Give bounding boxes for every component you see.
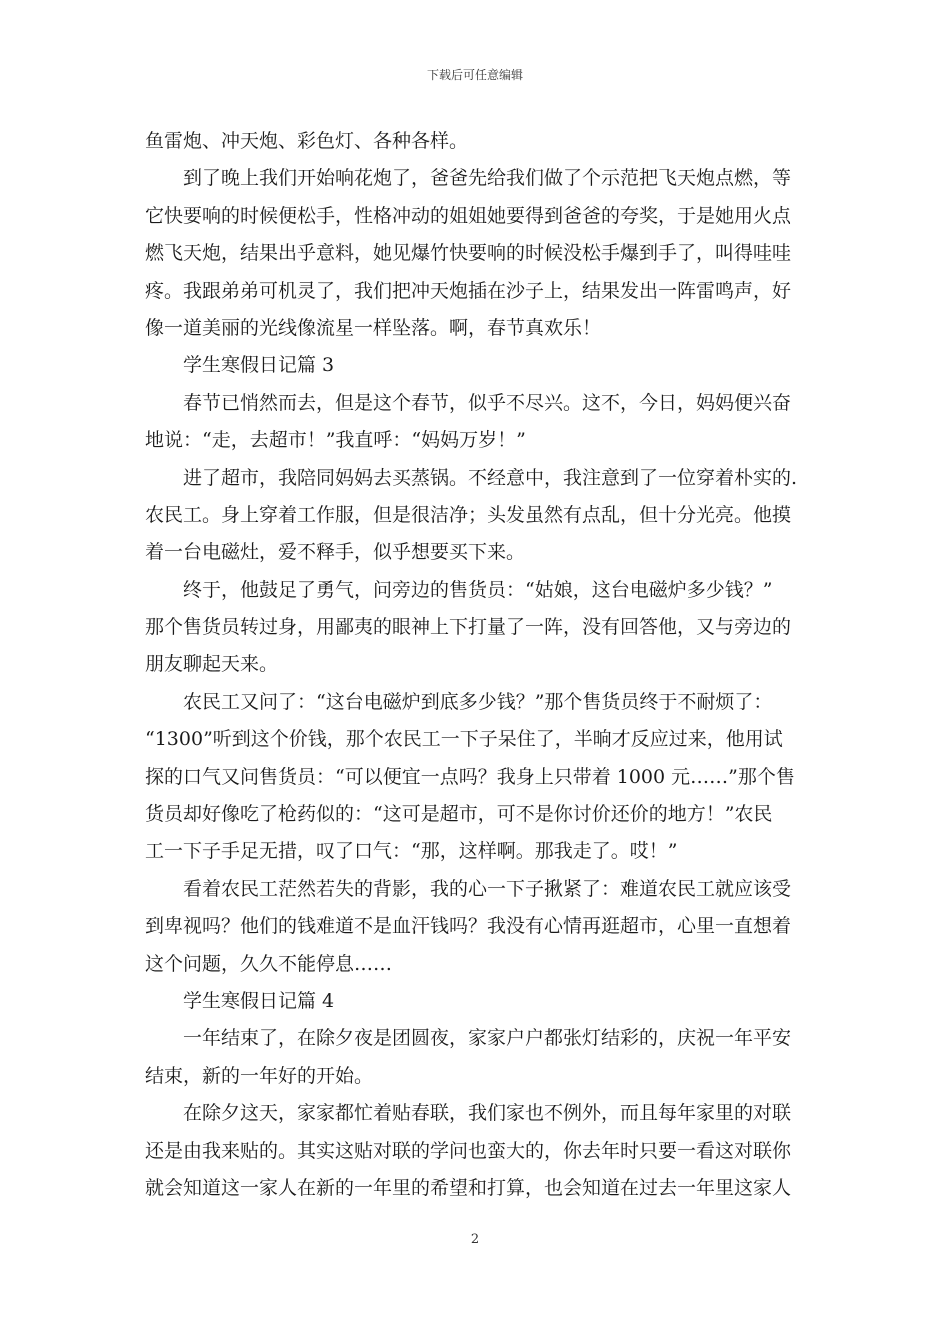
page-header: 下载后可任意编辑	[426, 68, 523, 82]
text-line: 货员却好像吃了枪药似的：“这可是超市，可不是你讨价还价的地方！”农民	[145, 803, 773, 826]
text-line: 看着农民工茫然若失的背影，我的心一下子揪紧了：难道农民工就应该受	[183, 877, 792, 900]
text-line: 在除夕这天，家家都忙着贴春联，我们家也不例外，而且每年家里的对联	[183, 1102, 792, 1125]
text-line: 到卑视吗？他们的钱难道不是血汗钱吗？我没有心情再逛超市，心里一直想着	[145, 915, 792, 938]
text-line: 农民工。身上穿着工作服，但是很洁净；头发虽然有点乱，但十分光亮。他摸	[145, 503, 792, 526]
text-line: 就会知道这一家人在新的一年里的希望和打算，也会知道在过去一年里这家人	[145, 1176, 792, 1199]
text-line: 探的口气又问售货员：“可以便宜一点吗？我身上只带着 1000 元……”那个售	[145, 765, 795, 788]
text-line: 鱼雷炮、冲天炮、彩色灯、各种各样。	[145, 130, 469, 152]
text-line: 农民工又问了：“这台电磁炉到底多少钱？”那个售货员终于不耐烦了：	[183, 690, 773, 713]
page-number: 2	[470, 1232, 480, 1247]
text-line: 春节已悄然而去，但是这个春节，似乎不尽兴。这不，今日，妈妈便兴奋	[183, 391, 792, 414]
text-line: 终于，他鼓足了勇气，问旁边的售货员：“姑娘，这台电磁炉多少钱？”	[183, 578, 773, 601]
text-line: 还是由我来贴的。其实这贴对联的学问也蛮大的，你去年时只要一看这对联你	[145, 1139, 792, 1162]
text-line: 像一道美丽的光线像流星一样坠落。啊，春节真欢乐！	[145, 316, 602, 339]
text-line: 工一下子手足无措，叹了口气：“那，这样啊。那我走了。哎！”	[145, 840, 678, 863]
text-line: 到了晚上我们开始响花炮了，爸爸先给我们做了个示范把飞天炮点燃，等	[183, 167, 792, 190]
text-line: 着一台电磁灶，爱不释手，似乎想要买下来。	[145, 541, 526, 564]
section-heading: 学生寒假日记篇 4	[183, 989, 335, 1012]
document-body	[145, 123, 805, 1207]
text-line: 一年结束了，在除夕夜是团圆夜，家家户户都张灯结彩的，庆祝一年平安	[183, 1027, 792, 1050]
text-line: 结束，新的一年好的开始。	[145, 1064, 374, 1087]
text-line: 进了超市，我陪同妈妈去买蒸锅。不经意中，我注意到了一位穿着朴实的.	[183, 466, 798, 489]
section-heading: 学生寒假日记篇 3	[183, 354, 335, 377]
text-line: 朋友聊起天来。	[145, 653, 279, 676]
text-line: 燃飞天炮，结果出乎意料，她见爆竹快要响的时候没松手爆到手了，叫得哇哇	[145, 242, 792, 265]
text-line: 疼。我跟弟弟可机灵了，我们把冲天炮插在沙子上，结果发出一阵雷鸣声，好	[145, 279, 792, 302]
text-line: 它快要响的时候便松手，性格冲动的姐姐她要得到爸爸的夸奖，于是她用火点	[145, 204, 792, 227]
text-line: 这个问题，久久不能停息……	[145, 952, 393, 975]
text-line: 地说：“走，去超市！”我直呼：“妈妈万岁！”	[145, 429, 526, 452]
text-line: “1300”听到这个价钱，那个农民工一下子呆住了，半晌才反应过来，他用试	[145, 728, 783, 751]
text-line: 那个售货员转过身，用鄙夷的眼神上下打量了一阵，没有回答他，又与旁边的	[145, 616, 792, 639]
